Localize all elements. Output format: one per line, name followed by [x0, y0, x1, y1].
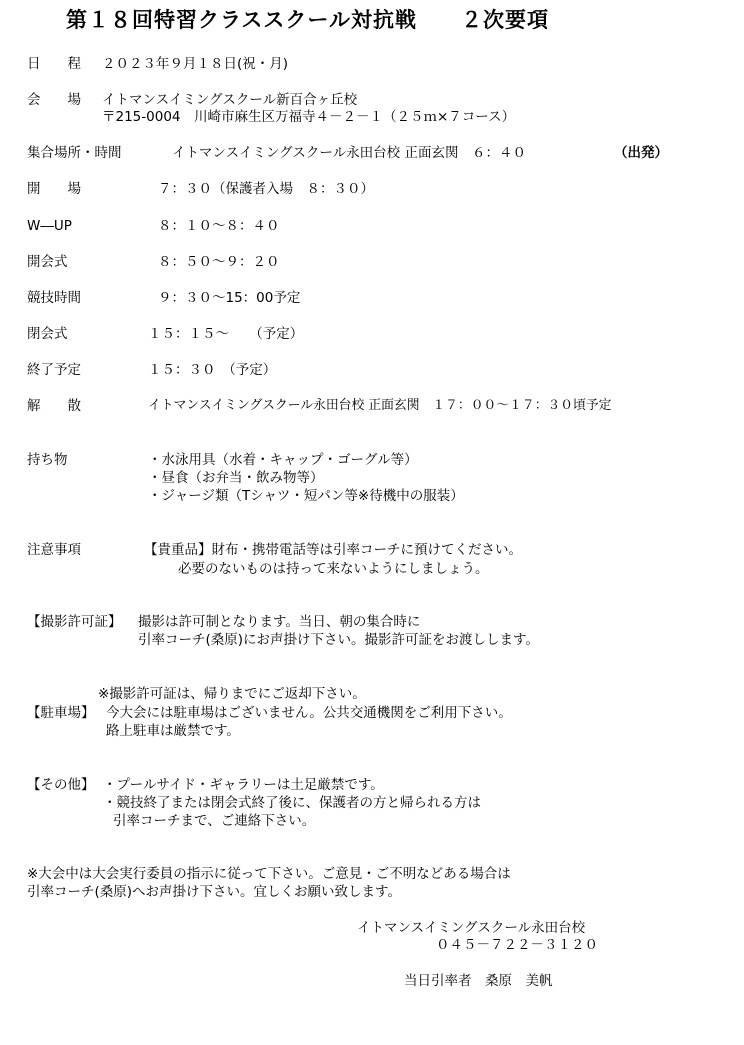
final-note-line: ※大会中は大会実行委員の指示に従って下さい。ご意見・ご不明などある場合は [27, 866, 511, 882]
notes-label: 注意事項 [27, 542, 81, 558]
notes-line: 【貴重品】財布・携帯電話等は引率コーチに預けてください。 [144, 542, 522, 558]
parking-label: 【駐車場】 [27, 705, 95, 721]
notes-line: 必要のないものは持って来ないようにしましょう。 [178, 561, 489, 577]
other-line: ・プールサイド・ギャラリーは土足厳禁です。 [103, 777, 384, 793]
warmup-value: ８：１０～８：４０ [158, 218, 280, 234]
assembly-place: イトマンスイミングスクール永田台校 正面玄関 ６：４０ [172, 145, 526, 161]
contact-phone: ０４５－７２２－３１２０ [436, 937, 598, 953]
assembly-note: （出発） [614, 145, 668, 161]
belongings-label: 持ち物 [27, 452, 68, 468]
dismissal-label: 解 散 [27, 398, 81, 414]
date-value: ２０２３年９月１８日(祝・月) [102, 56, 289, 72]
belongings-item: ・昼食（お弁当・飲み物等） [148, 470, 324, 486]
opening-label: 開 場 [27, 181, 81, 197]
parking-line: 路上駐車は厳禁です。 [106, 723, 240, 739]
opening-ceremony-value: ８：５０～９：２０ [158, 254, 280, 270]
other-label: 【その他】 [27, 777, 95, 793]
venue-address: 〒215-0004 川崎市麻生区万福寺４－２－１（２５ｍ×７コース） [102, 109, 516, 125]
other-line: 引率コーチまで、ご連絡下さい。 [113, 813, 316, 829]
contact-coach: 当日引率者 桑原 美帆 [404, 973, 553, 989]
assembly-label: 集合場所・時間 [27, 145, 122, 161]
warmup-label: W―UP [27, 218, 72, 234]
belongings-item: ・水泳用具（水着・キャップ・ゴーグル等） [148, 452, 418, 468]
competition-label: 競技時間 [27, 290, 81, 306]
closing-ceremony-label: 閉会式 [27, 326, 68, 342]
photo-permit-line: 撮影は許可制となります。当日、朝の集合時に [138, 614, 421, 630]
parking-line: 今大会には駐車場はございません。公共交通機関をご利用下さい。 [106, 705, 512, 721]
venue-label: 会 場 [27, 92, 81, 108]
venue-name: イトマンスイミングスクール新百合ヶ丘校 [102, 92, 358, 108]
end-label: 終了予定 [27, 362, 81, 378]
opening-value: ７：３０（保護者入場 ８：３０） [158, 181, 374, 197]
end-value: １５：３０ （予定） [148, 362, 277, 378]
closing-ceremony-value: １５：１５～ （予定） [148, 326, 304, 342]
photo-permit-line: 引率コーチ(桑原)にお声掛け下さい。撮影許可証をお渡しします。 [138, 632, 539, 648]
document-title: 第１８回特習クラススクール対抗戦 ２次要項 [66, 8, 549, 32]
dismissal-value: イトマンスイミングスクール永田台校 正面玄関 １７：００～１７：３０頃予定 [148, 398, 612, 413]
belongings-item: ・ジャージ類（Tシャツ・短パン等※待機中の服装） [148, 488, 464, 504]
photo-permit-return-note: ※撮影許可証は、帰りまでにご返却下さい。 [98, 686, 366, 702]
competition-value: ９：３０～15：00予定 [158, 290, 301, 306]
other-line: ・競技終了または閉会式終了後に、保護者の方と帰られる方は [103, 795, 481, 811]
contact-school: イトマンスイミングスクール永田台校 [357, 920, 586, 936]
final-note-line: 引率コーチ(桑原)へお声掛け下さい。宜しくお願い致します。 [27, 884, 401, 900]
photo-permit-label: 【撮影許可証】 [27, 614, 122, 630]
opening-ceremony-label: 開会式 [27, 254, 68, 270]
date-label: 日 程 [27, 56, 81, 72]
